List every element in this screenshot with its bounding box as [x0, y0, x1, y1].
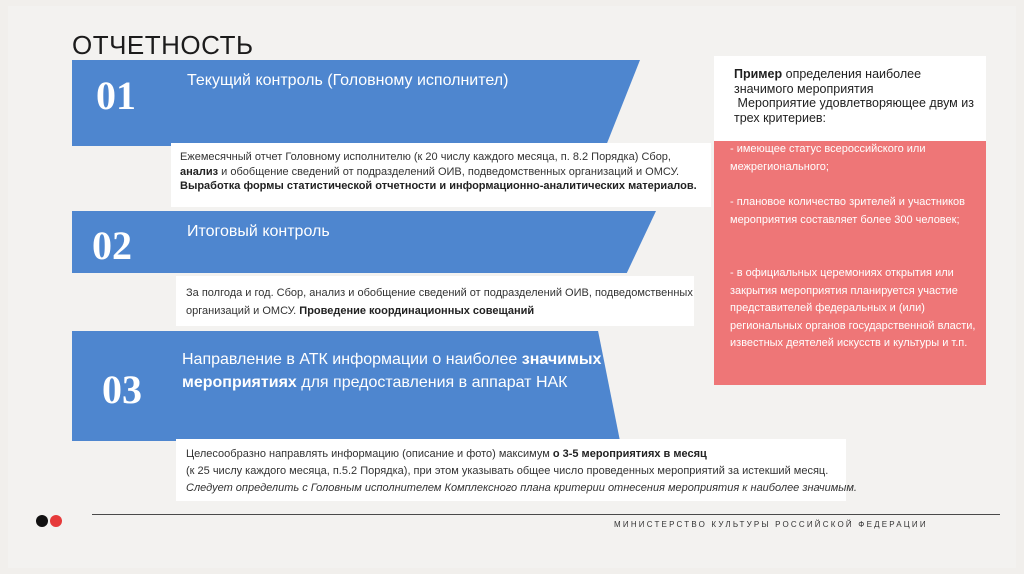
section-01-heading: Текущий контроль (Головному исполнител) — [187, 72, 509, 89]
section-03-number: 03 — [102, 367, 142, 412]
section-02-band — [72, 211, 656, 273]
section-03-heading: Направление в АТК информации о наиболее значимых мероприятиях для предоставления в аппарат НАК — [182, 351, 602, 391]
criterion-item: - плановое количество зрителей и участников мероприятия составляет более 300 человек; — [730, 196, 965, 226]
section-01-number: 01 — [96, 73, 136, 118]
section-01-body: Ежемесячный отчет Головному исполнителю (к 20 числу каждого месяца, п. 8.2 Порядка) Сбор, анализ и обобщение сведений от подразделений ОИВ, подведомственных организаций и ОМСУ. Выработка формы статистической отчетности и информационно-аналитических материалов. — [180, 151, 697, 192]
example-header: Пример определения наиболее значимого мероприятия Мероприятие удовлетворяющее двум из трех критериев: — [734, 67, 974, 125]
section-02-heading: Итоговый контроль — [187, 223, 330, 240]
section-02-number: 02 — [92, 223, 132, 268]
black-dot-icon — [36, 515, 48, 527]
example-subhead: Мероприятие удовлетворяющее двум из трех критериев: — [734, 96, 974, 125]
section-03-note: Следует определить с Головным исполнителем Комплексного плана критерии отнесения мероприятия к наиболее значимым. — [186, 482, 857, 494]
footer-ministry-name: МИНИСТЕРСТВО КУЛЬТУРЫ РОССИЙСКОЙ ФЕДЕРАЦИИ — [614, 520, 928, 529]
footer-divider — [92, 514, 1000, 515]
criterion-item: - имеющее статус всероссийского или межрегионального; — [730, 143, 926, 173]
criterion-item: - в официальных церемониях открытия или закрытия мероприятия планируется участие представителей федеральных и (или) региональных органов государственной власти, известных деятелей искусств и культуры и т.п. — [730, 267, 976, 349]
section-02-body: За полгода и год. Сбор, анализ и обобщение сведений от подразделений ОИВ, подведомственных организаций и ОМСУ. Проведение координационных совещаний — [186, 287, 693, 317]
red-dot-icon — [50, 515, 62, 527]
section-03-body: Целесообразно направлять информацию (описание и фото) максимум о 3-5 мероприятиях в месяц (к 25 числу каждого месяца, п.5.2 Порядка), при этом указывать общее число проведенных мероприятий за истекший месяц. Следует определить с Головным исполнителем Комплексного плана критерии отнесения мероприятия к наиболее значимым. — [186, 446, 946, 497]
page-title: ОТЧЕТНОСТЬ — [72, 30, 254, 60]
